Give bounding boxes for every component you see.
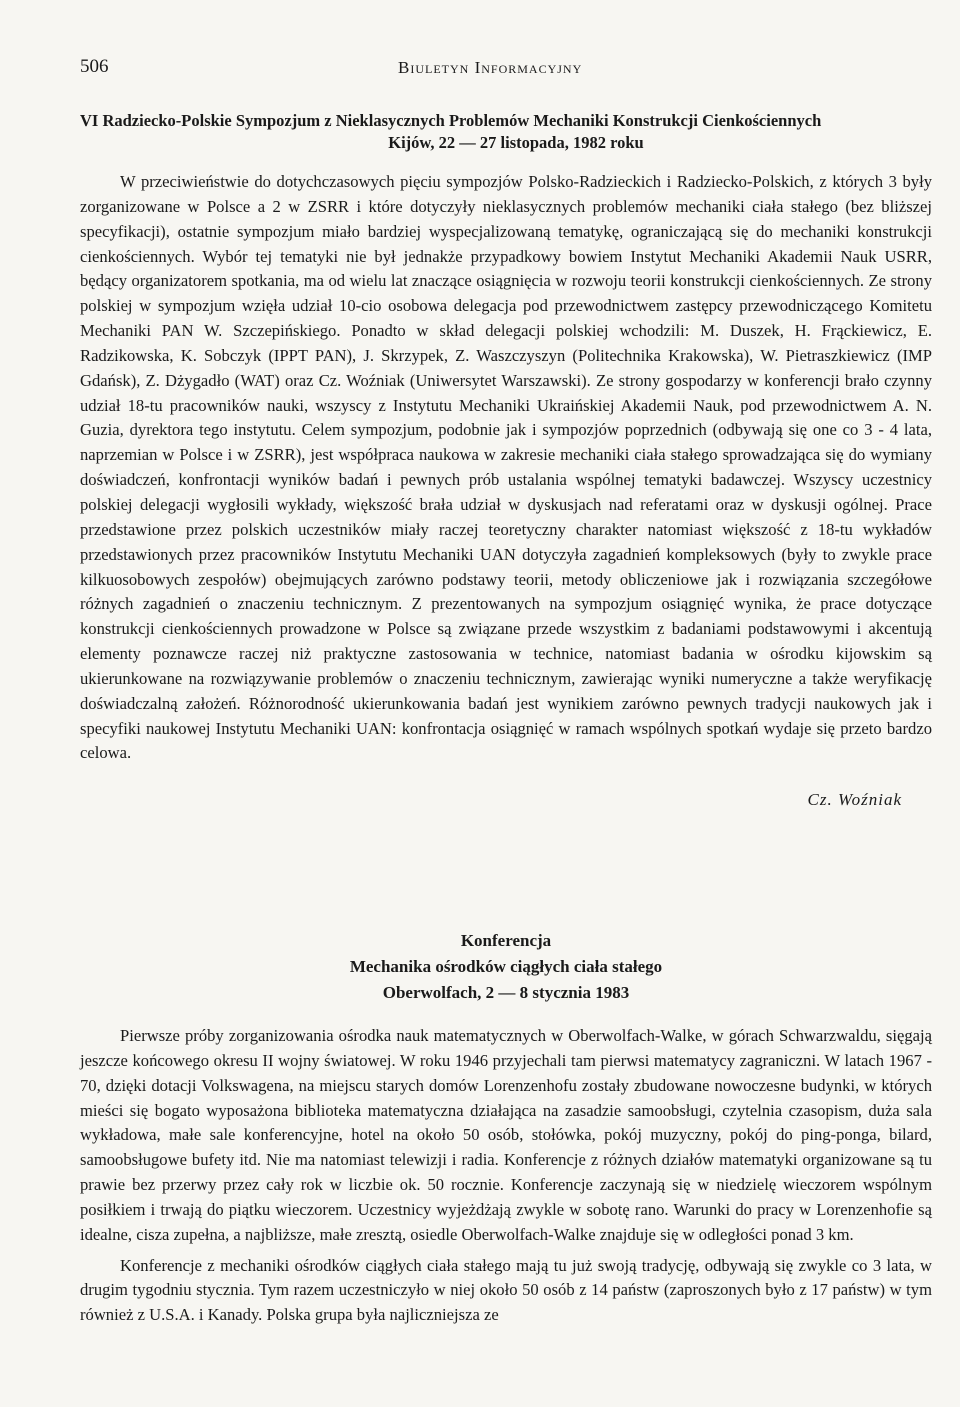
page-number: 506 [80, 56, 109, 77]
article-subtitle: Oberwolfach, 2 — 8 stycznia 1983 [382, 983, 630, 1002]
article-kicker: Konferencja [460, 931, 552, 950]
page-header [80, 56, 930, 86]
article-symposium [80, 110, 932, 810]
article-conference [80, 928, 932, 1328]
article-title: VI Radziecko-Polskie Sympozjum z Nieklasycznych Problemów Mechaniki Konstrukcji Cienkościennych [80, 111, 822, 130]
article-body-paragraph: Pierwsze próby zorganizowania ośrodka nauk matematycznych w Oberwolfach-Walke, w górach Schwarzwaldu, sięgają jeszcze końcowego okresu II wojny światowej. W roku 1946 przyjechali tam pierwsi matematycy zagraniczni. W latach 1967 - 70, dzięki dotacji Volkswagena, na miejscu starych domów Lorenzenhofu zostały zbudowane nowoczesne budynki, w których mieści się bogato wyposażona biblioteka matematyczna działająca na zasadzie samoobsługi, czytelnia czasopism, duża sala wykładowa, małe sale konferencyjne, hotel na około 50 osób, stołówka, pokój muzyczny, pokój do ping-ponga, bilard, samoobsługowe bufety itd. Nie ma natomiast telewizji i radia. Konferencje z różnych działów matematyki organizowane są tu prawie bez przerwy przez cały rok w liczbie ok. 50 rocznie. Konferencje zaczynają się w niedzielę wieczorem wspólnym posiłkiem i trwają do piątku wieczorem. Uczestnicy wyjeżdżają zwykle w sobotę rano. Warunki do pracy w Lorenzenhofie są idealne, cisza zupełna, a najbliższe, małe zresztą, osiedle Oberwolfach-Walke znajduje się w odległości ponad 3 km. [80, 1026, 932, 1244]
author-signature: Cz. Woźniak [807, 790, 902, 810]
running-title: Biuletyn Informacyjny [398, 58, 583, 77]
article-subtitle: Kijów, 22 — 27 listopada, 1982 roku [388, 133, 644, 152]
article-body-paragraph: W przeciwieństwie do dotychczasowych pięciu sympozjów Polsko-Radzieckich i Radziecko-Polskich, z których 3 były zorganizowane w Polsce a 2 w ZSRR i które dotyczyły nieklasycznych problemów mechaniki ciała stałego (bez bliższej specyfikacji), ostatnie sympozjum miało bardziej wyspecjalizowaną tematykę, ograniczającą się do mechaniki konstrukcji cienkościennych. Wybór tej tematyki nie był jednakże przypadkowy bowiem Instytut Mechaniki Akademii Nauk USRR, będący organizatorem spotkania, ma od wielu lat znaczące osiągnięcia w rozwoju teorii konstrukcji cienkościennych. Ze strony polskiej w sympozjum wzięła udział 10-cio osobowa delegacja pod przewodnictwem zastępcy przewodniczącego Komitetu Mechaniki PAN W. Szczepińskiego. Ponadto w skład delegacji polskiej wchodzili: M. Duszek, H. Frąckiewicz, E. Radzikowska, K. Sobczyk (IPPT PAN), J. Skrzypek, Z. Waszczyszyn (Politechnika Krakowska), W. Pietraszkiewicz (IMP Gdańsk), Z. Dżygadło (WAT) oraz Cz. Woźniak (Uniwersytet Warszawski). Ze strony gospodarzy w konferencji brało czynny udział 18-tu pracowników nauki, wszyscy z Instytutu Mechaniki Ukraińskiej Akademii Nauk, pod przewodnictwem A. N. Guzia, dyrektora tego instytutu. Celem sympozjum, podobnie jak i sympozjów poprzednich (odbywają się one co 3 - 4 lata, naprzemian w Polsce i w ZSRR), jest współpraca naukowa w zakresie mechaniki ciała stałego sprowadzająca się do wymiany doświadczeń, konfrontacji wyników badań i pewnych prób ustalania wspólnej tematyki badawczej. Wszyscy uczestnicy polskiej delegacji wygłosili wykłady, większość brała udział w dyskusjach nad referatami oraz w dyskusji ogólnej. Prace przedstawione przez polskich uczestników miały raczej teoretyczny charakter natomiast większość z 18-tu wykładów przedstawionych przez pracowników Instytutu Mechaniki UAN dotyczyła zagadnień kompleksowych (były to zwykle prace kilkuosobowych zespołów) obejmujących zarówno podstawy teorii, metody obliczeniowe jak i rozwiązania szczegółowe różnych zagadnień o znaczeniu technicznym. Z prezentowanych na sympozjum osiągnięć wynika, że prace dotyczące konstrukcji cienkościennych prowadzone w Polsce są związane przede wszystkim z badaniami podstawowymi i akcentują elementy poznawcze raczej niż praktyczne zastosowania w technice, natomiast badania w ośrodku kijowskim są ukierunkowane na rozwiązywanie problemów o znaczeniu technicznym, zawierając wyniki numeryczne a także weryfikację doświadczalną założeń. Różnorodność ukierunkowania badań jest wynikiem zarówno pewnych tradycji naukowych jak i specyfiki naukowej Instytutu Mechaniki UAN: konfrontacja osiągnięć w ramach wspólnych spotkań wydaje się przeto bardzo celowa. [80, 172, 932, 763]
article-body-paragraph: Konferencje z mechaniki ośrodków ciągłych ciała stałego mają tu już swoją tradycję, odbywają się zwykle co 3 lata, w drugim tygodniu stycznia. Tym razem uczestniczyło w niej około 50 osób z 14 państw (zaproszonych było z 17 państw) w tym również z U.S.A. i Kanady. Polska grupa była najliczniejsza ze [80, 1255, 932, 1325]
article-title: Mechanika ośrodków ciągłych ciała stałego [349, 957, 663, 976]
